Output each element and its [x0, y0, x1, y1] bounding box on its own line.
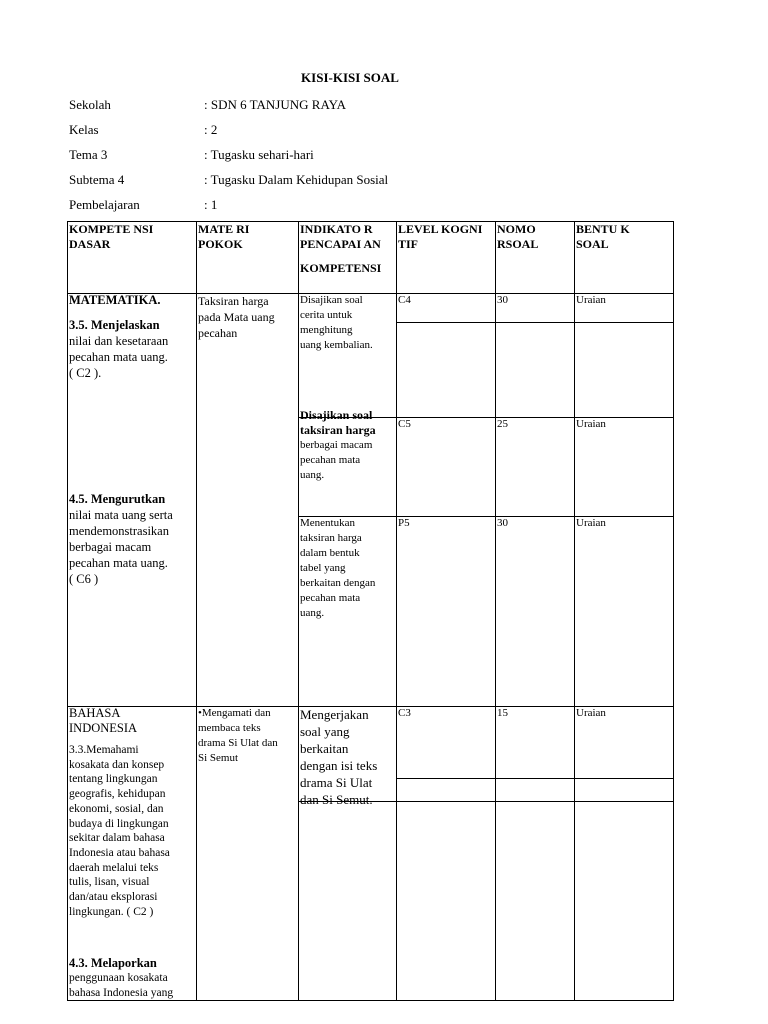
- header-level-kognitif: LEVEL KOGNI TIF: [398, 222, 483, 251]
- matematika-row3-level: P5: [398, 517, 410, 529]
- matematika-row3-indikator: Menentukan taksiran harga dalam bentuk tabel yang berkaitan dengan pecahan mata uang.: [300, 517, 376, 619]
- meta-label-subtema: Subtema 4: [69, 172, 125, 187]
- meta-value-tema: : Tugasku sehari-hari: [204, 147, 314, 162]
- matematika-kd1: 3.5. Menjelaskan nilai dan kesetaraan pecahan mata uang. ( C2 ).: [69, 318, 169, 380]
- header-nomor-soal: NOMO RSOAL: [497, 222, 539, 251]
- matematika-row2-indikator: Disajikan soal taksiran harga berbagai macam pecahan mata uang.: [300, 408, 376, 481]
- matematika-row1-indikator: Disajikan soal cerita untuk menghitung uang kembalian.: [300, 294, 373, 351]
- matematika-row1-nomor: 30: [497, 294, 508, 306]
- matematika-materi: Taksiran harga pada Mata uang pecahan: [198, 294, 275, 340]
- bahasa-kd1: 3.3.Memahami kosakata dan konsep tentang lingkungan geografis, kehidupan ekonomi, sosial, dan budaya di lingkungan sekitar dalam bahasa Indonesia atau bahasa daerah melalui teks tulis, lisan, visual dan/atau eksplorasi lingkungan. ( C2 ): [69, 744, 170, 918]
- table-border-right: [673, 221, 674, 1001]
- header-indikator: INDIKATO R PENCAPAI AN KOMPETENSI: [300, 222, 382, 275]
- bahasa-level: C3: [398, 707, 411, 719]
- matematika-row1-level: C4: [398, 294, 411, 306]
- col-divider-5: [574, 221, 575, 1001]
- row-divider-sub1: [396, 322, 674, 323]
- bahasa-kd2: 4.3. Melaporkan penggunaan kosakata bahasa Indonesia yang: [69, 956, 174, 999]
- meta-value-sekolah: : SDN 6 TANJUNG RAYA: [204, 97, 346, 112]
- bahasa-nomor: 15: [497, 707, 508, 719]
- header-bentuk-soal: BENTU K SOAL: [576, 222, 630, 251]
- bahasa-materi: •Mengamati dan membaca teks drama Si Ulat dan Si Semut: [198, 707, 278, 764]
- matematika-row1-bentuk: Uraian: [576, 294, 606, 306]
- meta-label-tema: Tema 3: [69, 147, 108, 162]
- matematika-row2-bentuk: Uraian: [576, 418, 606, 430]
- matematika-row3-nomor: 30: [497, 517, 508, 529]
- matematika-row2-level: C5: [398, 418, 411, 430]
- bahasa-subject: BAHASA INDONESIA: [69, 706, 138, 735]
- col-divider-3: [396, 221, 397, 1001]
- matematika-kd2: 4.5. Mengurutkan nilai mata uang serta mendemonstrasikan berbagai macam pecahan mata uang. ( C6 ): [69, 492, 173, 586]
- meta-label-sekolah: Sekolah: [69, 97, 111, 112]
- matematika-row2-nomor: 25: [497, 418, 508, 430]
- col-divider-2: [298, 221, 299, 1001]
- table-border-left: [67, 221, 68, 1001]
- header-materi-pokok: MATE RI POKOK: [198, 222, 250, 251]
- meta-value-kelas: : 2: [204, 122, 218, 137]
- meta-value-subtema: : Tugasku Dalam Kehidupan Sosial: [204, 172, 389, 187]
- col-divider-1: [196, 221, 197, 1001]
- meta-label-pembelajaran: Pembelajaran: [69, 197, 140, 212]
- matematika-subject: MATEMATIKA.: [69, 293, 161, 307]
- bahasa-indikator: Mengerjakan soal yang berkaitan dengan isi teks drama Si Ulat dan Si Semut.: [300, 707, 378, 807]
- header-kompetensi-dasar: KOMPETE NSI DASAR: [69, 222, 154, 251]
- meta-label-kelas: Kelas: [69, 122, 99, 137]
- meta-value-pembelajaran: : 1: [204, 197, 218, 212]
- row-divider-sub2: [396, 778, 674, 779]
- page-title: KISI-KISI SOAL: [301, 70, 399, 85]
- col-divider-4: [495, 221, 496, 1001]
- matematika-row3-bentuk: Uraian: [576, 517, 606, 529]
- bahasa-bentuk: Uraian: [576, 707, 606, 719]
